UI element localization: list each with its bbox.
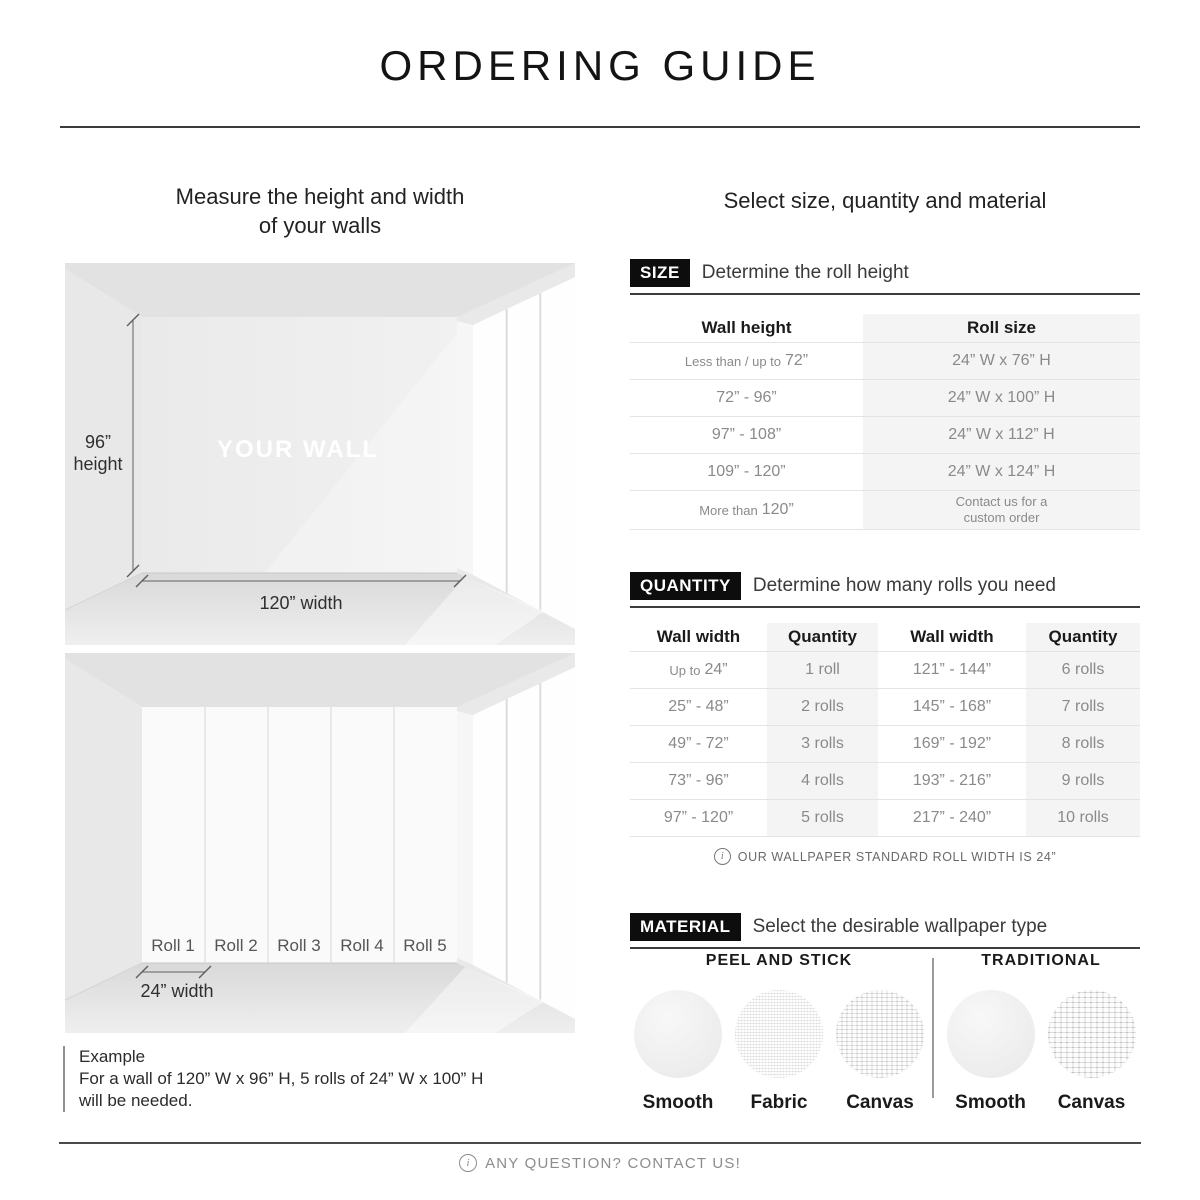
- measure-heading: [65, 182, 575, 240]
- table-cell: 4 rolls: [767, 763, 878, 800]
- measure-heading-line2: of your walls: [258, 213, 382, 238]
- canvas-texture-icon: [1048, 990, 1136, 1078]
- canvas-texture-icon: [836, 990, 924, 1078]
- quantity-badge: QUANTITY: [630, 572, 741, 600]
- table-cell: 24” W x 112” H: [863, 417, 1140, 454]
- example-title: Example: [79, 1047, 146, 1066]
- roll-width-dimension-label: 24” width: [140, 981, 214, 1001]
- table-cell: [630, 652, 767, 689]
- quantity-col-header: Quantity: [767, 623, 878, 652]
- material-section-header: [630, 913, 1140, 949]
- swatch-label: Canvas: [846, 1092, 914, 1113]
- swatch-canvas: [1047, 990, 1137, 1114]
- roll-label: Roll 4: [340, 936, 384, 955]
- fabric-texture-icon: [735, 990, 823, 1078]
- swatch-canvas: [835, 990, 925, 1114]
- material-group-traditional: [942, 952, 1140, 1114]
- table-cell-value: 120”: [761, 501, 794, 518]
- table-cell: [630, 491, 863, 530]
- swatch-smooth: [946, 990, 1036, 1114]
- swatch-smooth: [633, 990, 723, 1114]
- table-cell-value: 24”: [704, 661, 728, 678]
- room-illustration-rolls: [65, 653, 575, 1033]
- table-cell: 217” - 240”: [878, 800, 1026, 837]
- contact-note-text: ANY QUESTION? CONTACT US!: [485, 1154, 741, 1172]
- quantity-subtitle: Determine how many rolls you need: [752, 575, 1056, 596]
- footer-divider: [59, 1142, 1141, 1144]
- table-cell: [630, 343, 863, 380]
- table-cell: 169” - 192”: [878, 726, 1026, 763]
- roll-width-note-text: OUR WALLPAPER STANDARD ROLL WIDTH IS 24”: [737, 849, 1057, 864]
- custom-order-line1: Contact us for a: [955, 494, 1048, 509]
- left-wall: [65, 659, 142, 1000]
- window-frame: [457, 711, 473, 965]
- height-dimension-value: 96”: [84, 432, 112, 452]
- window-glass: [473, 667, 575, 1019]
- width-dimension-label: 120” width: [259, 593, 343, 613]
- swatch-row: [630, 990, 928, 1114]
- example-note: [63, 1046, 549, 1112]
- table-cell: 193” - 216”: [878, 763, 1026, 800]
- table-cell: 9 rolls: [1026, 763, 1140, 800]
- table-cell-prefix: More than: [699, 502, 758, 518]
- table-cell-prefix: Less than / up to: [684, 353, 781, 369]
- material-group-divider: [932, 958, 934, 1098]
- height-dimension-word: height: [73, 454, 123, 474]
- room-illustration-your-wall: [65, 263, 575, 645]
- table-cell: 73” - 96”: [630, 763, 767, 800]
- table-cell: 109” - 120”: [630, 454, 863, 491]
- size-col-header-roll-size: Roll size: [863, 314, 1140, 343]
- material-group-name: TRADITIONAL: [981, 952, 1101, 969]
- swatch-label: Canvas: [1057, 1092, 1126, 1113]
- roll-label: Roll 1: [151, 936, 195, 955]
- roll-label: Roll 3: [277, 936, 321, 955]
- material-subtitle: Select the desirable wallpaper type: [752, 916, 1048, 937]
- table-cell: 145” - 168”: [878, 689, 1026, 726]
- material-group-name: PEEL AND STICK: [705, 952, 853, 969]
- contact-note: [0, 1154, 1200, 1172]
- title-divider: [60, 126, 1140, 128]
- table-cell: 1 roll: [767, 652, 878, 689]
- select-heading: Select size, quantity and material: [723, 188, 1047, 213]
- table-cell: 10 rolls: [1026, 800, 1140, 837]
- material-options: [630, 952, 1140, 1122]
- table-cell: 24” W x 124” H: [863, 454, 1140, 491]
- table-cell: 97” - 108”: [630, 417, 863, 454]
- roll-label: Roll 5: [403, 936, 447, 955]
- size-subtitle: Determine the roll height: [701, 262, 909, 283]
- size-badge: SIZE: [630, 259, 690, 287]
- table-cell: 121” - 144”: [878, 652, 1026, 689]
- custom-order-note: [956, 494, 1048, 526]
- your-wall-label: YOUR WALL: [217, 436, 379, 463]
- page-title: ORDERING GUIDE: [379, 42, 821, 89]
- table-cell: [863, 491, 1140, 530]
- quantity-col-header: Quantity: [1026, 623, 1140, 652]
- swatch-label: Smooth: [955, 1092, 1026, 1113]
- quantity-section-header: [630, 572, 1140, 608]
- smooth-texture-icon: [947, 990, 1035, 1078]
- window-glass: [473, 277, 575, 629]
- table-cell-prefix: Up to: [669, 662, 701, 678]
- info-icon: i: [459, 1154, 477, 1172]
- table-cell: 24” W x 76” H: [863, 343, 1140, 380]
- table-cell: 8 rolls: [1026, 726, 1140, 763]
- swatch-label: Smooth: [642, 1092, 714, 1113]
- example-line2: will be needed.: [79, 1091, 193, 1110]
- roll-label: Roll 2: [214, 936, 258, 955]
- size-section-header: [630, 259, 1140, 295]
- table-cell: 5 rolls: [767, 800, 878, 837]
- swatch-row: [942, 990, 1140, 1114]
- table-cell: 49” - 72”: [630, 726, 767, 763]
- custom-order-line2: custom order: [963, 510, 1040, 525]
- roll-panels: [142, 707, 457, 963]
- table-cell: 24” W x 100” H: [863, 380, 1140, 417]
- quantity-table: [630, 623, 1140, 837]
- table-cell: 72” - 96”: [630, 380, 863, 417]
- swatch-label: Fabric: [750, 1092, 808, 1113]
- quantity-col-header: Wall width: [878, 623, 1026, 652]
- material-group-peel-and-stick: [630, 952, 928, 1114]
- smooth-texture-icon: [634, 990, 722, 1078]
- table-cell: 97” - 120”: [630, 800, 767, 837]
- table-cell: 25” - 48”: [630, 689, 767, 726]
- material-badge: MATERIAL: [630, 913, 741, 941]
- table-cell: 3 rolls: [767, 726, 878, 763]
- measure-heading-line1: Measure the height and width: [175, 184, 465, 209]
- swatch-fabric: [734, 990, 824, 1114]
- table-cell: 2 rolls: [767, 689, 878, 726]
- table-cell: 6 rolls: [1026, 652, 1140, 689]
- example-line1: For a wall of 120” W x 96” H, 5 rolls of 24” W x 100” H: [79, 1069, 484, 1088]
- roll-width-note: [630, 848, 1140, 865]
- info-icon: i: [714, 848, 731, 865]
- quantity-col-header: Wall width: [630, 623, 767, 652]
- window-frame: [457, 321, 473, 575]
- size-table: [630, 314, 1140, 530]
- table-cell: 7 rolls: [1026, 689, 1140, 726]
- size-col-header-wall-height: Wall height: [630, 314, 863, 343]
- table-cell-value: 72”: [785, 352, 809, 369]
